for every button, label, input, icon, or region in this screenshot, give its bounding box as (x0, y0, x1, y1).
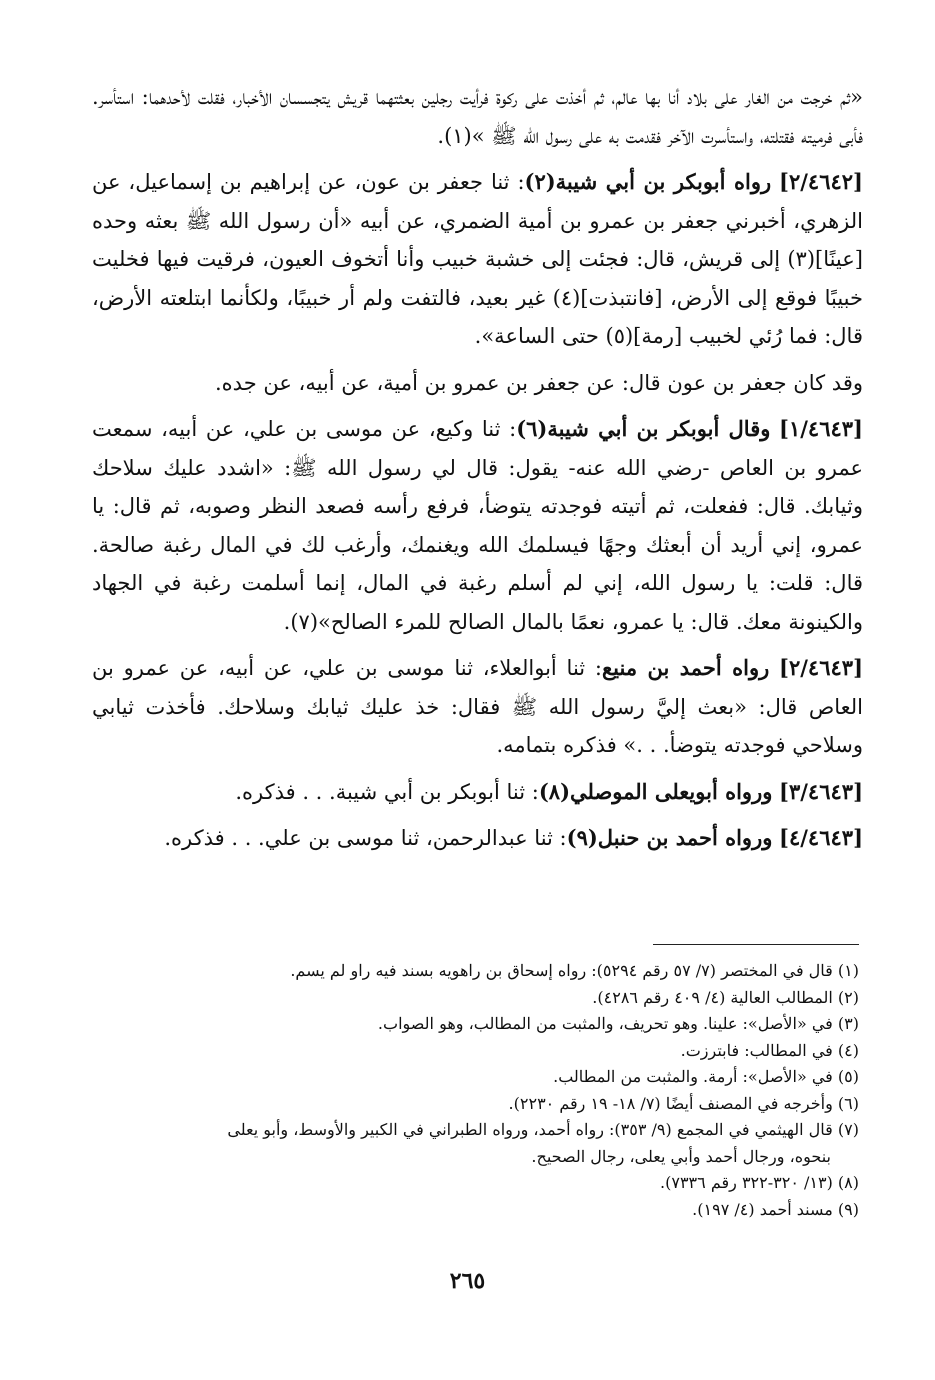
hadith-reference-number: [٣/٤٦٤٣] (779, 778, 863, 804)
footnote-separator (653, 944, 859, 945)
footnotes (70, 958, 859, 1223)
footnote: بنحوه، ورجال أحمد وأبي يعلى، رجال الصحيح. (531, 1146, 831, 1166)
paragraph-text: «ثم خرجت من الغار على بلاد أنا بها عالم، ثم أخذت على ركوة فرأيت رجلين بعثتهما قريش يتجسسان الأخبار، فقلت لأحدهما: استأسر. فأبى فرميته فقتلته، واستأسرت الآخر فقدمت به على رسول الله ﷺ »(١). (92, 85, 863, 148)
paragraph (92, 649, 863, 765)
footnote: (١) قال في المختصر (٧/ ٥٧ رقم ٥٢٩٤): رواه إسحاق بن راهويه بسند فيه راو لم يسم. (290, 961, 859, 980)
paragraph (92, 78, 863, 155)
footnote: (٤) في المطالب: فابترزت. (680, 1040, 859, 1060)
hadith-reference-number: [٤/٤٦٤٣] (779, 825, 863, 850)
narrator-source: ورواه أبويعلى الموصلي(٨) (538, 778, 773, 804)
paragraph-text: : ثنا عبدالرحمن، ثنا موسى بن علي. . . فذكره. (164, 826, 567, 850)
narrator-source: وقال أبوبكر بن أبي شيبة(٦) (516, 416, 771, 441)
narrator-source: رواه أبوبكر بن أبي شيبة(٢) (524, 169, 772, 194)
page-number: ٢٦٥ (449, 1268, 486, 1294)
paragraph-text: وقد كان جعفر بن عون قال: عن جعفر بن عمرو بن أمية، عن أبيه، عن جده. (215, 370, 863, 395)
footnote: (٦) وأخرجه في المصنف أيضًا (٧/ ١٨- ١٩ رقم ٢٢٣٠). (508, 1093, 859, 1113)
paragraph (92, 410, 863, 641)
paragraph-text: : ثنا جعفر بن عون، عن إبراهيم بن إسماعيل، عن الزهري، أخبرني جعفر بن عمرو بن أمية الضمري، عن أبيه «أن رسول الله ﷺ بعثه وحده [عينًا](٣) إلى قريش، قال: فجئت إلى خشبة خبيب وأنا أتخوف العيون، فرقيت فيها فخليت خبيبًا فوقع إلى الأرض، [فانتبذت](٤) غير بعيد، فالتفت ولم أر خبيبًا، ولكأنما ابتلعته الأرض، قال: فما رُئي لخبيب [رمة](٥) حتى الساعة». (92, 170, 863, 348)
paragraph-text: : ثنا وكيع، عن موسى بن علي، عن أبيه، سمعت عمرو بن العاص -رضي الله عنه- يقول: قال لي رسول الله ﷺ: «اشدد عليك سلاحك وثيابك. قال: ففعلت، ثم أتيته فوجدته يتوضأ، فرفع رأسه فصعد النظر وصوبه، ثم قال: يا عمرو، إني أريد أن أبعثك وجهًا فيسلمك الله ويغنمك، وأرغب لك في المال رغبة صالحة. قال: قلت: يا رسول الله، إني لم أسلم رغبة في المال، إنما أسلمت رغبة في الجهاد والكينونة معك. قال: يا عمرو، نعمًا بالمال الصالح للمرء الصالح»(٧). (92, 417, 863, 634)
footnote: (٩) مسند أحمد (٤/ ١٩٧). (692, 1199, 859, 1219)
paragraph (92, 819, 863, 858)
footnote: (٧) قال الهيثمي في المجمع (٩/ ٣٥٣): رواه أحمد، ورواه الطبراني في الكبير والأوسط، وأبو يعلى (227, 1120, 859, 1139)
footnote: (٨) (١٣/ ٣٢٠-٣٢٢ رقم ٧٣٣٦). (660, 1173, 859, 1192)
paragraph (92, 364, 863, 403)
hadith-reference-number: [١/٤٦٤٣] (779, 416, 863, 441)
hadith-reference-number: [٢/٤٦٤٣] (779, 655, 863, 680)
body-text (92, 78, 863, 858)
footnote: (٥) في «الأصل»: أرمة. والمثبت من المطالب. (553, 1067, 859, 1086)
paragraph (92, 773, 863, 812)
footnote: (٢) المطالب العالية (٤/ ٤٠٩ رقم ٤٢٨٦). (592, 987, 859, 1007)
narrator-source: ورواه أحمد بن حنبل(٩) (566, 825, 773, 850)
footnote: (٣) في «الأصل»: علينا. وهو تحريف، والمثبت من المطالب، وهو الصواب. (377, 1014, 859, 1033)
paragraph (92, 163, 863, 356)
narrator-source: رواه أحمد بن منيع (601, 655, 770, 680)
paragraph-text: : ثنا أبوبكر بن أبي شيبة. . . فذكره. (235, 779, 539, 804)
paragraph-text: : ثنا أبوالعلاء، ثنا موسى بن علي، عن أبيه، عن عمرو بن العاص قال: «بعث إليَّ رسول الله ﷺ فقال: خذ عليك ثيابك وسلاحك. فأخذت ثيابي وسلاحي فوجدته يتوضأ. . .» فذكره بتمامه. (92, 656, 863, 757)
hadith-reference-number: [٢/٤٦٤٢] (779, 169, 863, 194)
